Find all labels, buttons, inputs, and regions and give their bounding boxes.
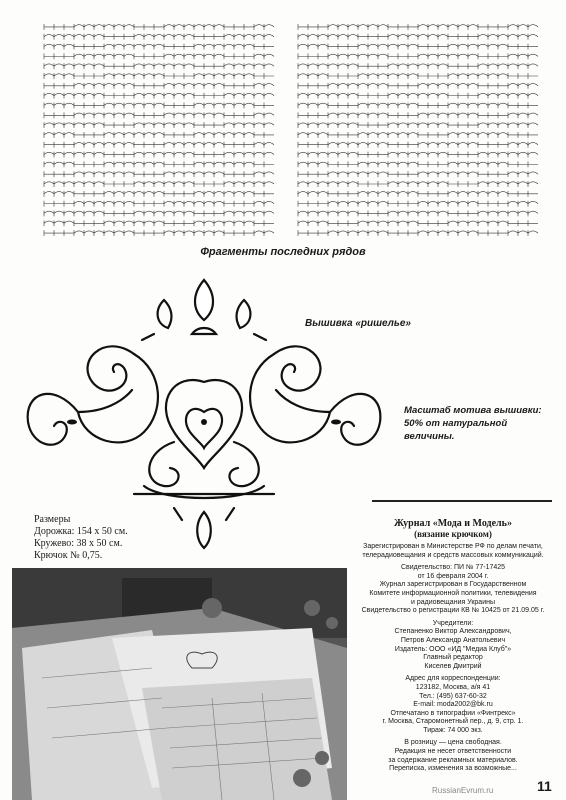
chart-row	[44, 182, 274, 184]
imprint-line: Адрес для корреспонденции:	[405, 675, 501, 683]
chart-row	[44, 113, 274, 115]
imprint-line: Издатель: ООО «ИД "Медиа Клуб"»	[394, 645, 512, 653]
chart-row	[44, 54, 274, 56]
imprint-line: 123182, Москва, а/я 41	[415, 683, 491, 691]
chart-row	[44, 192, 274, 194]
imprint-line: за содержание рекламных материалов.	[388, 756, 518, 764]
imprint-line: Киселев Дмитрий	[424, 662, 482, 670]
chart-row	[44, 231, 274, 233]
label-richelieu: Вышивка «ришелье»	[305, 318, 411, 329]
sizes-block	[34, 514, 128, 562]
chart-row	[44, 25, 274, 27]
chart-row	[44, 84, 274, 86]
chart-row	[44, 152, 274, 154]
chart-row	[44, 35, 274, 37]
chart-row	[44, 162, 274, 164]
chart-left	[44, 24, 274, 236]
chart-row	[44, 211, 274, 213]
imprint-line: Журнал зарегистрирован в Государственном	[379, 581, 527, 589]
imprint-line: телерадиовещания и средств массовых коммуникаций.	[362, 551, 544, 559]
chart-row	[44, 172, 274, 174]
imprint-line: Свидетельство о регистрации КВ № 10425 от 21.09.05 г.	[361, 607, 545, 615]
imprint-line: Тираж: 74 000 экз.	[423, 726, 483, 734]
scale-note-line: 50% от натуральной величины.	[404, 418, 508, 442]
crochet-chart-panels	[0, 0, 566, 250]
chart-row	[44, 74, 274, 76]
imprint-line: Комитете информационной политики, телевидения	[369, 589, 537, 597]
imprint-lines	[355, 543, 551, 774]
chart-row	[44, 64, 274, 66]
imprint-line: Степаненко Виктор Александрович,	[394, 628, 512, 636]
magazine-title: Журнал «Мода и Модель»	[394, 518, 512, 529]
imprint-line: и радиовещания Украины	[410, 598, 495, 606]
chart-row	[44, 123, 274, 125]
scale-note-line: Масштаб мотива вышивки:	[404, 405, 542, 416]
chart-row	[44, 103, 274, 105]
sizes-line: Крючок № 0,75.	[34, 550, 103, 561]
imprint-line: Зарегистрирован в Министерстве РФ по делам печати,	[363, 543, 543, 550]
page-number: 11	[537, 778, 552, 794]
chart-row	[44, 93, 274, 95]
imprint-line: Редакция не несет ответственности	[394, 748, 512, 756]
chart-right	[298, 24, 538, 236]
imprint-line: Свидетельство: ПИ № 77-17425	[400, 564, 506, 572]
imprint-line: Тел.: (495) 637-60-32	[419, 692, 487, 700]
product-photo	[12, 568, 347, 800]
sizes-title: Размеры	[34, 514, 71, 525]
magazine-subtitle: (вязание крючком)	[414, 529, 492, 539]
imprint-line: г. Москва, Старомонетный пер., д. 9, стр. 1.	[382, 718, 524, 726]
imprint-line: Отпечатано в типографии «Финтрекс»	[390, 709, 516, 717]
imprint-line: В розницу — цена свободная.	[404, 739, 502, 747]
imprint-line: Петров Александр Анатольевич	[400, 636, 506, 644]
watermark: RussianEvrum.ru	[432, 786, 494, 795]
imprint-line: Учредители:	[432, 619, 474, 627]
imprint-line: Переписка, изменения за возможные...	[389, 765, 517, 773]
imprint-line: Главный редактор	[423, 654, 483, 662]
divider	[372, 500, 552, 502]
chart-row	[44, 221, 274, 223]
imprint-line: E-mail: moda2002@bk.ru	[413, 701, 493, 709]
chart-row	[44, 44, 274, 46]
scale-note	[404, 404, 554, 443]
chart-row	[44, 143, 274, 145]
imprint-line: от 16 февраля 2004 г.	[417, 572, 489, 580]
sizes-line: Дорожка: 154 х 50 см.	[34, 526, 128, 537]
sizes-line: Кружево: 38 х 50 см.	[34, 538, 123, 549]
chart-row	[44, 201, 274, 203]
caption-fragments: Фрагменты последних рядов	[200, 246, 366, 258]
imprint-block	[355, 518, 551, 774]
chart-row	[44, 133, 274, 135]
